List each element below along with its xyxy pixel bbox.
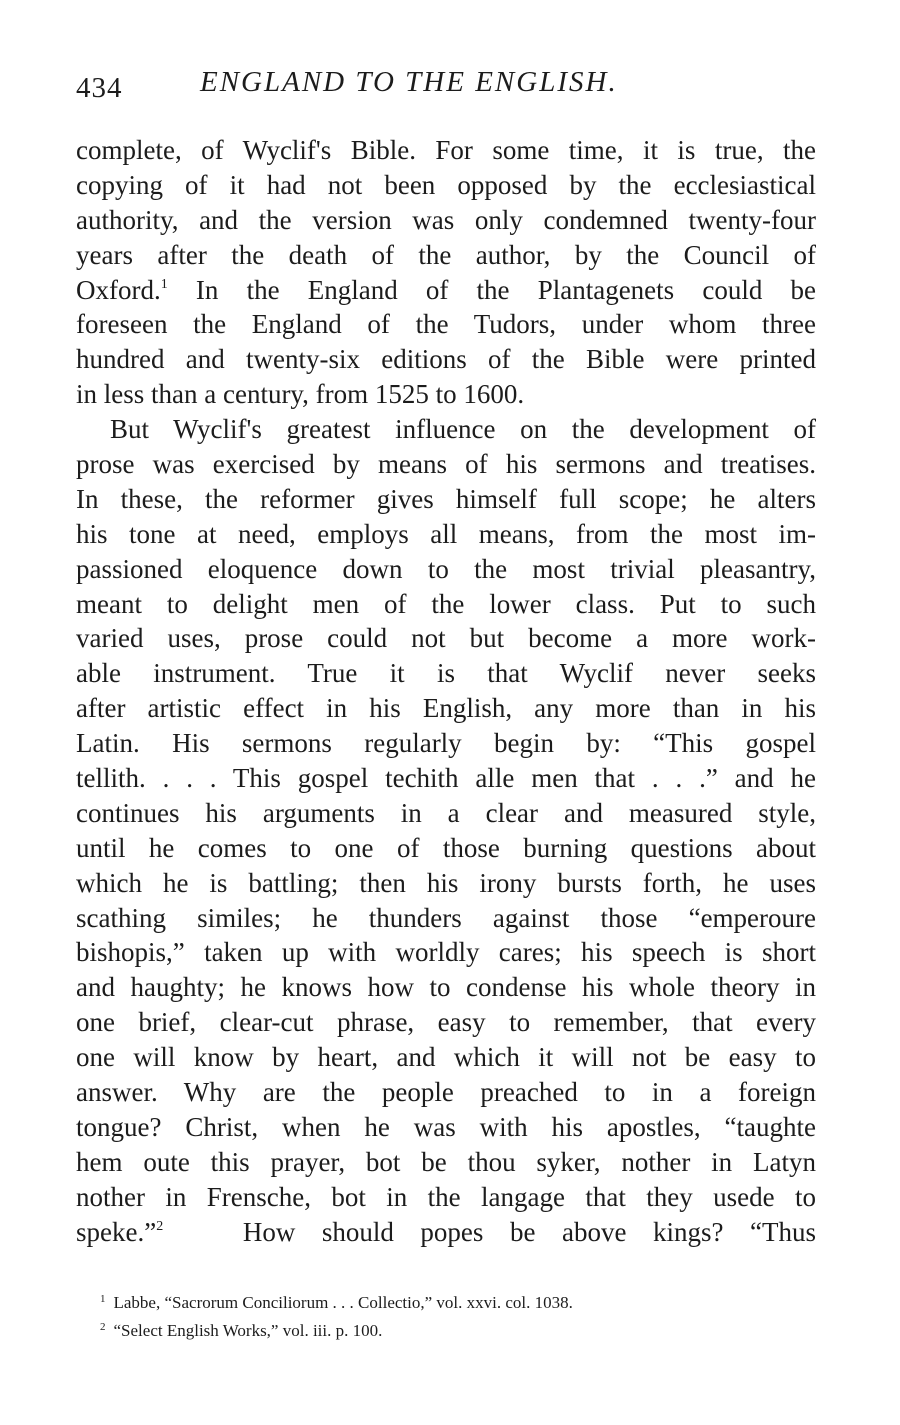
text-line: scathing similes; he thunders against those “emperoure <box>76 902 816 933</box>
text-line <box>76 1215 816 1250</box>
page-number: 434 <box>76 72 123 104</box>
text-line: one will know by heart, and which it will not be easy to <box>76 1042 816 1073</box>
text-line: answer. Why are the people preached to in a foreign <box>76 1077 816 1108</box>
text-line: able instrument. True it is that Wyclif never seeks <box>76 658 816 689</box>
text-line: Latin. His sermons regularly begin by: “This gospel <box>76 728 816 759</box>
text-line <box>76 273 816 308</box>
text-line: complete, of Wyclif's Bible. For some time, it is true, the <box>76 135 816 165</box>
text-fragment: How should popes be above kings? “Thus <box>242 1216 816 1247</box>
text-line: and haughty; he knows how to condense his whole theory in <box>76 972 816 1003</box>
footnote-text: Labbe, “Sacrorum Conciliorum . . . Collectio,” vol. xxvi. col. 1038. <box>113 1293 573 1312</box>
text-line: In these, the reformer gives himself full scope; he alters <box>76 483 816 514</box>
text-line: copying of it had not been opposed by the ecclesiastical <box>76 169 816 200</box>
text-line: after artistic effect in his English, any more than in his <box>76 693 816 724</box>
footnote-mark: 2 <box>100 1321 106 1333</box>
text-line: authority, and the version was only condemned twenty-four <box>76 204 816 235</box>
footnote-reference-2: 2 <box>156 1218 164 1234</box>
footnotes <box>100 1289 840 1345</box>
footnote-2 <box>100 1317 840 1345</box>
paragraph-first-line: But Wyclif's greatest influence on the development of <box>110 414 816 445</box>
footnote-text: “Select English Works,” vol. iii. p. 100. <box>113 1321 383 1340</box>
page-header <box>76 66 836 106</box>
text-line: meant to delight men of the lower class. Put to such <box>76 588 816 619</box>
running-title: ENGLAND TO THE ENGLISH. <box>200 66 618 98</box>
paragraph-last-line: in less than a century, from 1525 to 1600. <box>76 379 525 410</box>
text-line: tellith. . . . This gospel techith alle men that . . .” and he <box>76 763 816 794</box>
text-line: prose was exercised by means of his sermons and treatises. <box>76 449 816 480</box>
text-line: years after the death of the author, by the Council of <box>76 239 816 270</box>
text-line: passioned eloquence down to the most trivial pleasantry, <box>76 553 816 584</box>
text-line: varied uses, prose could not but become a more work- <box>76 623 816 654</box>
text-fragment: speke.” <box>76 1216 157 1247</box>
footnote-mark: 1 <box>100 1293 106 1305</box>
text-fragment: In the England of the Plantagenets could be <box>167 274 816 305</box>
text-line: one brief, clear-cut phrase, easy to remember, that every <box>76 1007 816 1038</box>
text-line: his tone at need, employs all means, from the most im- <box>76 518 816 549</box>
text-line: until he comes to one of those burning questions about <box>76 832 816 863</box>
text-line: hem oute this prayer, bot be thou syker, nother in Latyn <box>76 1146 816 1177</box>
text-line: nother in Frensche, bot in the langage that they usede to <box>76 1181 816 1212</box>
text-line: bishopis,” taken up with worldly cares; his speech is short <box>76 937 816 968</box>
text-line: which he is battling; then his irony bursts forth, he uses <box>76 867 816 898</box>
footnote-reference-1: 1 <box>160 276 168 292</box>
footnote-1 <box>100 1289 840 1317</box>
text-line: foreseen the England of the Tudors, under whom three <box>76 309 816 340</box>
text-line: tongue? Christ, when he was with his apostles, “taughte <box>76 1111 816 1142</box>
text-line: hundred and twenty-six editions of the Bible were printed <box>76 344 816 375</box>
text-fragment: Oxford. <box>76 274 161 305</box>
text-line: continues his arguments in a clear and measured style, <box>76 797 816 828</box>
body-text <box>76 133 816 1250</box>
